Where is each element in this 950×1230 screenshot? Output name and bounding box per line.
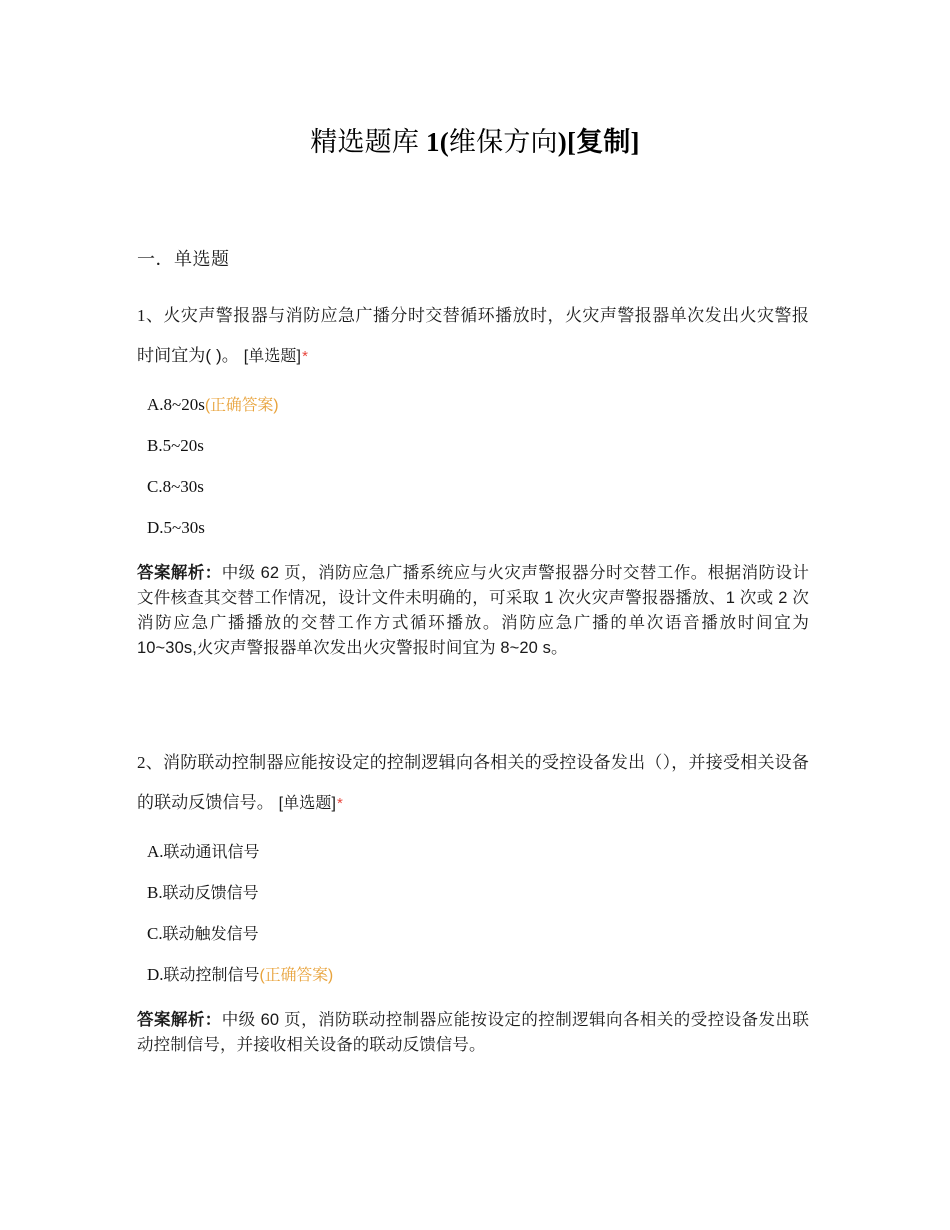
option-item[interactable]	[137, 508, 809, 549]
question-text: 消防联动控制器应能按设定的控制逻辑向各相关的受控设备发出（），并接受相关设备的联动反馈信号。	[137, 753, 809, 812]
option-key: C.	[147, 477, 163, 496]
option-key: A.	[147, 842, 164, 861]
page-title-number: 1(	[426, 127, 449, 158]
option-text: 5~20s	[162, 436, 204, 455]
required-asterisk-icon: *	[337, 795, 343, 812]
option-item[interactable]	[137, 426, 809, 467]
question-type-label: [单选题]	[278, 795, 337, 812]
page-title-direction: 维保方向	[448, 127, 558, 158]
option-text: 联动触发信号	[162, 926, 259, 943]
option-list	[137, 832, 809, 996]
page-title-paren-close: )	[557, 127, 567, 158]
section-heading-single-choice: 一．单选题	[137, 249, 230, 269]
option-key: B.	[147, 436, 163, 455]
question-text: 火灾声警报器与消防应急广播分时交替循环播放时，火灾声警报器单次发出火灾警报时间宜为( )。	[137, 306, 809, 365]
option-list	[137, 385, 809, 549]
question-number: 1、	[137, 306, 164, 325]
question-stem	[137, 743, 809, 824]
option-text: 联动反馈信号	[162, 885, 259, 902]
option-text: 联动通讯信号	[163, 844, 260, 861]
answer-explanation-text: 中级 60 页，消防联动控制器应能按设定的控制逻辑向各相关的受控设备发出联动控制信号，并接收相关设备的联动反馈信号。	[137, 1011, 809, 1054]
option-text: 8~20s	[163, 395, 205, 414]
option-item[interactable]	[137, 873, 809, 914]
option-key: D.	[147, 965, 164, 984]
question-block	[137, 743, 809, 1058]
question-type-label: [单选题]	[243, 348, 302, 365]
answer-explanation-text: 中级 62 页，消防应急广播系统应与火灾声警报器分时交替工作。根据消防设计文件核查其交替工作情况，设计文件未明确的，可采取 1 次火灾声警报器播放、1 次或 2 次消防应急广播播放的交替工作方式循环播放。消防应急广播的单次语音播放时间宜为 10~30s,火灾声警报器单次发出火灾警报时间宜为 8~20 s。	[137, 564, 809, 657]
question-number: 2、	[137, 753, 163, 772]
option-key: B.	[147, 883, 163, 902]
option-item[interactable]	[137, 467, 809, 508]
document-body	[137, 246, 809, 1068]
option-item[interactable]	[137, 385, 809, 426]
answer-explanation-label: 答案解析：	[137, 564, 222, 582]
option-key: D.	[147, 518, 164, 537]
option-text: 5~30s	[163, 518, 205, 537]
page-title-suffix: [复制]	[566, 127, 640, 158]
option-key: A.	[147, 395, 164, 414]
option-text: 8~30s	[162, 477, 204, 496]
option-item[interactable]	[137, 955, 809, 996]
answer-explanation-label: 答案解析：	[137, 1011, 222, 1029]
question-block	[137, 296, 809, 661]
required-asterisk-icon: *	[302, 348, 309, 365]
page-title-prefix: 精选题库	[310, 127, 427, 158]
question-stem	[137, 296, 809, 377]
option-item[interactable]	[137, 914, 809, 955]
section-spacer	[137, 671, 809, 743]
page-title	[0, 124, 950, 160]
option-text: 联动控制信号	[163, 967, 260, 984]
answer-explanation	[137, 1008, 809, 1058]
option-key: C.	[147, 924, 163, 943]
correct-answer-tag: (正确答案)	[259, 967, 334, 984]
option-item[interactable]	[137, 832, 809, 873]
correct-answer-tag: (正确答案)	[204, 397, 279, 414]
answer-explanation	[137, 561, 809, 661]
